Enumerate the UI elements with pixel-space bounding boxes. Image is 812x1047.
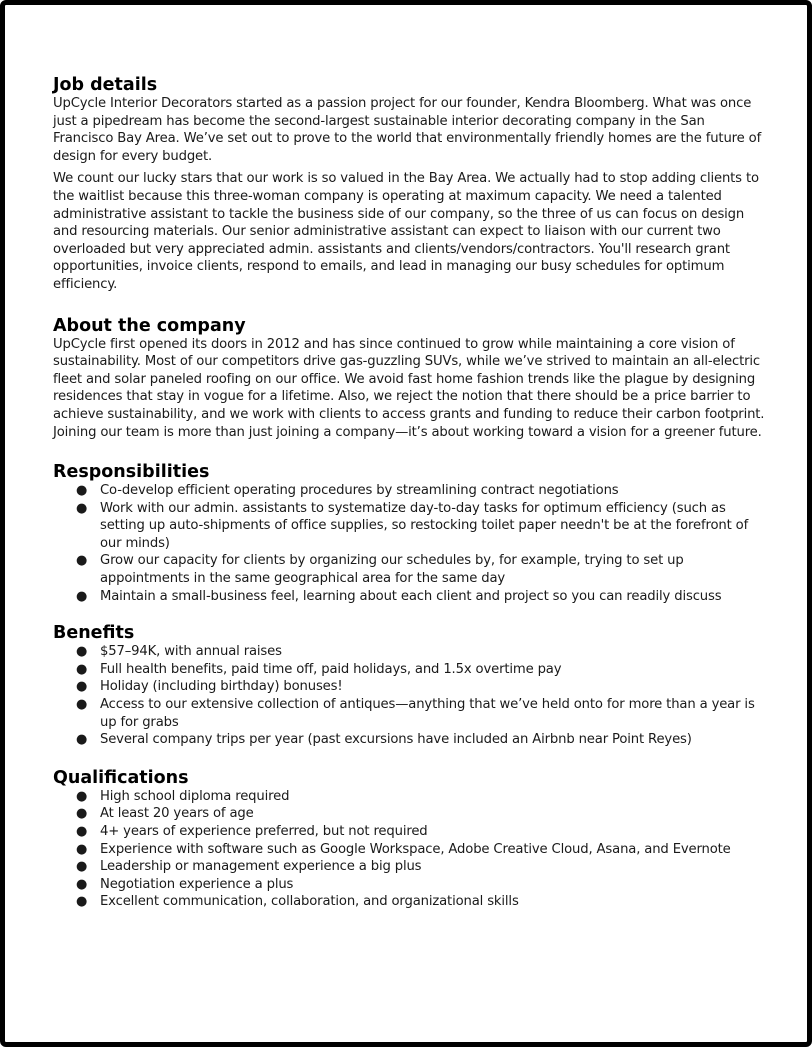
list-item-text: $57–94K, with annual raises: [100, 644, 282, 660]
benefits-heading: Benefits: [53, 623, 135, 644]
benefits-list: [53, 643, 765, 749]
bullet-icon: ●: [76, 894, 88, 910]
bullet-icon: ●: [76, 697, 88, 713]
about-company-heading: About the company: [53, 315, 246, 336]
list-item-text: Grow our capacity for clients by organizing our schedules by, for example, trying to set up appointments in the same geographical area for the same day: [100, 553, 684, 587]
list-item: [53, 552, 765, 587]
bullet-icon: ●: [76, 588, 88, 604]
list-item: [53, 731, 765, 749]
bullet-icon: ●: [76, 483, 88, 499]
list-item-text: At least 20 years of age: [100, 806, 254, 822]
bullet-icon: ●: [76, 788, 88, 804]
bullet-icon: ●: [76, 876, 88, 892]
bullet-icon: ●: [76, 500, 88, 516]
benefits-section: [53, 623, 765, 749]
list-item: [53, 805, 765, 823]
list-item: [53, 788, 765, 806]
job-details-paragraph: UpCycle Interior Decorators started as a passion project for our founder, Kendra Bloomberg. What was once just a pipedream has become the second-largest sustainable interior decorating company in the San Francisco Bay Area. We’ve set out to prove to the world that environmentally friendly homes are the future of design for every budget.: [53, 96, 762, 164]
job-details-paragraph: We count our lucky stars that our work is so valued in the Bay Area. We actually had to stop adding clients to the waitlist because this three-woman company is operating at maximum capacity. We need a talented administrative assistant to tackle the business side of our company, so the three of us can focus on design and resourcing materials. Our senior administrative assistant can expect to liaison with our current two overloaded but very appreciated admin. assistants and clients/vendors/contractors. You'll research grant opportunities, invoice clients, respond to emails, and lead in managing our busy schedules for optimum efficiency.: [53, 171, 759, 292]
responsibilities-heading: Responsibilities: [53, 462, 210, 483]
list-item-text: Several company trips per year (past excursions have included an Airbnb near Point Reyes): [100, 732, 692, 748]
about-company-paragraph: UpCycle first opened its doors in 2012 and has since continued to grow while maintaining a core vision of sustainability. Most of our competitors drive gas-guzzling SUVs, while we’ve strived to maintain an all-electric fleet and solar paneled roofing on our office. We avoid fast home fashion trends like the plague by designing residences that stay in vogue for a lifetime. Also, we reject the notion that there should be a price barrier to achieve sustainability, and we work with clients to access grants and funding to reduce their carbon footprint. Joining our team is more than just joining a company—it’s about working toward a vision for a greener future.: [53, 336, 765, 440]
list-item: [53, 696, 765, 731]
bullet-icon: ●: [76, 553, 88, 569]
list-item: [53, 823, 765, 841]
list-item-text: Work with our admin. assistants to systematize day-to-day tasks for optimum efficiency (such as setting up auto-shipments of office supplies, so restocking toilet paper needn't be at the forefront of our minds): [100, 500, 749, 551]
bullet-icon: ●: [76, 841, 88, 857]
list-item-text: Leadership or management experience a big plus: [100, 859, 422, 875]
list-item: [53, 841, 765, 859]
list-item-text: Holiday (including birthday) bonuses!: [100, 679, 343, 695]
list-item: [53, 876, 765, 894]
bullet-icon: ●: [76, 806, 88, 822]
list-item-text: High school diploma required: [100, 788, 290, 804]
qualifications-section: [53, 768, 765, 911]
list-item: [53, 500, 765, 553]
job-details-heading: Job details: [53, 75, 158, 95]
bullet-icon: ●: [76, 859, 88, 875]
responsibilities-section: [53, 462, 765, 605]
list-item: [53, 858, 765, 876]
responsibilities-list: [53, 482, 765, 605]
list-item-text: Full health benefits, paid time off, paid holidays, and 1.5x overtime pay: [100, 661, 562, 677]
job-details-section: [53, 75, 765, 294]
list-item: [53, 643, 765, 661]
bullet-icon: ●: [76, 644, 88, 660]
list-item: [53, 482, 765, 500]
list-item: [53, 661, 765, 679]
qualifications-heading: Qualifications: [53, 767, 189, 788]
bullet-icon: ●: [76, 661, 88, 677]
list-item: [53, 893, 765, 911]
list-item: [53, 678, 765, 696]
bullet-icon: ●: [76, 732, 88, 748]
job-posting: [53, 75, 765, 911]
about-company-section: [53, 316, 765, 442]
bullet-icon: ●: [76, 824, 88, 839]
qualifications-list: [53, 788, 765, 911]
list-item-text: Co-develop efficient operating procedures by streamlining contract negotiations: [100, 483, 619, 499]
list-item: [53, 588, 765, 606]
list-item-text: Negotiation experience a plus: [100, 876, 294, 892]
list-item-text: Excellent communication, collaboration, and organizational skills: [100, 894, 519, 910]
bullet-icon: ●: [76, 679, 88, 695]
list-item-text: 4+ years of experience preferred, but not required: [100, 824, 428, 839]
list-item-text: Access to our extensive collection of antiques—anything that we’ve held onto for more than a year is up for grabs: [100, 697, 755, 730]
list-item-text: Maintain a small-business feel, learning about each client and project so you can readily discuss: [100, 588, 722, 604]
list-item-text: Experience with software such as Google Workspace, Adobe Creative Cloud, Asana, and Evernote: [100, 841, 731, 857]
